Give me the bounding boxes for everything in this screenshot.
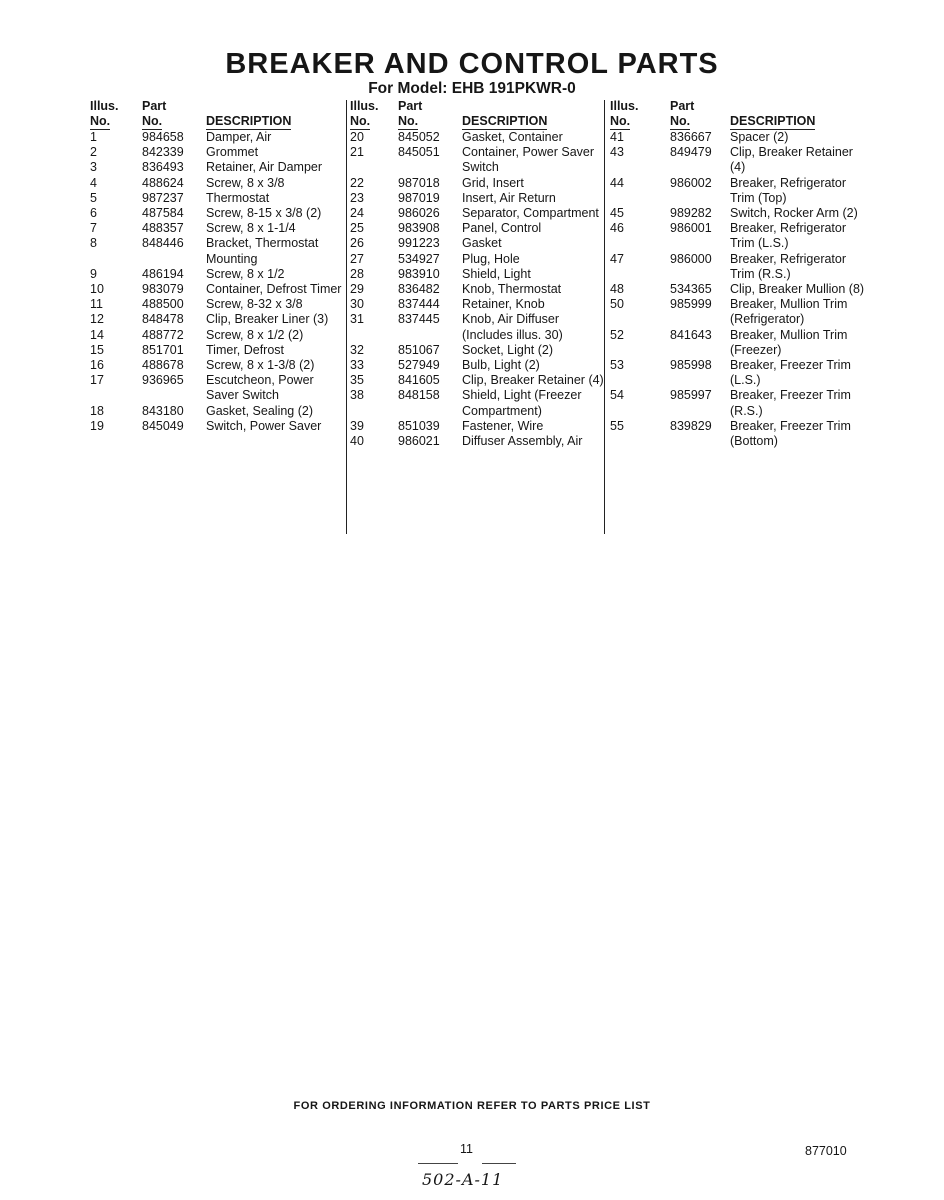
illus-number: 5 (90, 190, 97, 205)
part-description: Insert, Air Return (462, 190, 556, 205)
part-number: 487584 (142, 206, 184, 221)
table-row (350, 176, 605, 191)
part-description: Grid, Insert (462, 175, 524, 190)
table-row (610, 358, 870, 388)
part-description: Shield, Light (Freezer Compartment) (462, 388, 582, 418)
table-row (90, 176, 345, 191)
illus-number: 20 (350, 130, 364, 144)
table-row (610, 130, 870, 145)
part-description: Clip, Breaker Retainer (4) (462, 373, 604, 388)
part-number: 985997 (670, 388, 712, 403)
part-number: 987019 (398, 190, 440, 205)
illus-number: 43 (610, 145, 624, 160)
illus-number: 31 (350, 312, 364, 327)
illus-number: 54 (610, 388, 624, 403)
part-description: Screw, 8 x 1-1/4 (206, 221, 296, 236)
parts-column-2 (350, 99, 605, 449)
description-header: DESCRIPTION (462, 114, 548, 128)
table-header-row (610, 99, 870, 130)
illus-number: 24 (350, 206, 364, 221)
part-description: Retainer, Knob (462, 297, 545, 312)
table-header-row (90, 99, 345, 130)
table-row (90, 297, 345, 312)
illus-number: 32 (350, 342, 364, 357)
part-description: Screw, 8-32 x 3/8 (206, 297, 303, 312)
table-row (90, 373, 345, 403)
illus-number: 33 (350, 358, 364, 373)
part-number: 987237 (142, 190, 184, 205)
part-number: 841643 (670, 327, 712, 342)
parts-column-1 (90, 99, 345, 434)
illus-number: 15 (90, 342, 104, 357)
part-number: 851039 (398, 418, 440, 433)
illus-number: 7 (90, 221, 97, 236)
part-description: Clip, Breaker Mullion (8) (730, 282, 865, 297)
illus-number: 28 (350, 266, 364, 281)
table-row (90, 145, 345, 160)
illus-number: 18 (90, 403, 104, 418)
part-number: 986026 (398, 206, 440, 221)
part-description: Screw, 8 x 1-3/8 (2) (206, 358, 315, 373)
table-row (350, 297, 605, 312)
part-number: 986002 (670, 175, 712, 190)
part-description: Gasket (462, 236, 502, 251)
illus-number: 30 (350, 297, 364, 312)
part-description: Breaker, Freezer Trim (Bottom) (730, 418, 851, 449)
illus-header: Illus. No. (350, 99, 379, 128)
illus-number: 3 (90, 160, 97, 175)
part-description: Knob, Air Diffuser (Includes illus. 30) (462, 312, 563, 342)
part-description: Timer, Defrost (206, 342, 285, 357)
part-description: Switch, Rocker Arm (2) (730, 206, 858, 221)
part-description: Gasket, Container (462, 130, 563, 144)
illus-number: 38 (350, 388, 364, 403)
illus-number: 27 (350, 251, 364, 266)
table-row (350, 343, 605, 358)
illus-header: Illus. No. (610, 99, 639, 128)
part-number: 534365 (670, 282, 712, 297)
part-number: 843180 (142, 403, 184, 418)
parts-table-3 (610, 99, 870, 449)
part-header: Part No. (670, 99, 695, 128)
part-number: 486194 (142, 266, 184, 281)
table-row (350, 252, 605, 267)
part-number: 845049 (142, 418, 184, 433)
part-number: 983910 (398, 266, 440, 281)
part-number: 842339 (142, 145, 184, 160)
illus-number: 44 (610, 175, 624, 190)
illus-number: 52 (610, 327, 624, 342)
part-description: Screw, 8-15 x 3/8 (2) (206, 206, 322, 221)
table-row (350, 373, 605, 388)
part-number: 986001 (670, 221, 712, 236)
table-row (350, 191, 605, 206)
description-header: DESCRIPTION (730, 114, 816, 128)
part-number: 488772 (142, 327, 184, 342)
model-subtitle: For Model: EHB 191PKWR-0 (368, 80, 576, 97)
part-number: 848446 (142, 236, 184, 251)
table-row (90, 160, 345, 175)
part-description: Diffuser Assembly, Air (462, 434, 583, 449)
table-row (610, 419, 870, 449)
part-number: 851067 (398, 342, 440, 357)
illus-number: 47 (610, 251, 624, 266)
part-number: 488357 (142, 221, 184, 236)
part-description: Bracket, Thermostat Mounting (206, 236, 319, 266)
illus-number: 19 (90, 418, 104, 433)
rule-line (482, 1163, 516, 1164)
part-description: Breaker, Refrigerator Trim (L.S.) (730, 221, 847, 251)
table-row (350, 312, 605, 342)
part-description: Breaker, Refrigerator Trim (Top) (730, 175, 847, 205)
table-row (90, 404, 345, 419)
table-row (90, 267, 345, 282)
table-row (350, 267, 605, 282)
part-number: 985998 (670, 358, 712, 373)
part-number: 836493 (142, 160, 184, 175)
part-description: Switch, Power Saver (206, 418, 322, 433)
illus-number: 46 (610, 221, 624, 236)
table-row (610, 282, 870, 297)
part-description: Container, Power Saver Switch (462, 145, 595, 175)
table-row (90, 312, 345, 327)
part-description: Fastener, Wire (462, 418, 544, 433)
table-row (90, 236, 345, 266)
column-divider (346, 100, 347, 534)
part-number: 851701 (142, 342, 184, 357)
part-description: Socket, Light (2) (462, 342, 554, 357)
illus-number: 35 (350, 373, 364, 388)
illus-number: 4 (90, 175, 97, 190)
table-row (610, 145, 870, 175)
illus-number: 53 (610, 358, 624, 373)
part-number: 984658 (142, 130, 184, 144)
part-description: Clip, Breaker Liner (3) (206, 312, 329, 327)
page-number: 11 (460, 1142, 473, 1156)
part-description: Gasket, Sealing (2) (206, 403, 313, 418)
part-description: Breaker, Freezer Trim (R.S.) (730, 388, 851, 418)
illus-number: 16 (90, 358, 104, 373)
page-title: BREAKER AND CONTROL PARTS (225, 48, 719, 80)
illus-number: 41 (610, 130, 624, 144)
part-description: Thermostat (206, 190, 270, 205)
illus-number: 1 (90, 130, 97, 144)
table-row (350, 419, 605, 434)
illus-number: 12 (90, 312, 104, 327)
illus-number: 26 (350, 236, 364, 251)
illus-number: 6 (90, 206, 97, 221)
table-row (610, 388, 870, 418)
illus-number: 9 (90, 266, 97, 281)
part-description: Bulb, Light (2) (462, 358, 540, 373)
table-row (610, 328, 870, 358)
part-description: Spacer (2) (730, 130, 789, 144)
part-description: Knob, Thermostat (462, 282, 562, 297)
part-number: 983908 (398, 221, 440, 236)
part-number: 837444 (398, 297, 440, 312)
illus-number: 22 (350, 175, 364, 190)
illus-number: 29 (350, 282, 364, 297)
illus-number: 48 (610, 282, 624, 297)
part-number: 488678 (142, 358, 184, 373)
table-row (610, 221, 870, 251)
part-description: Plug, Hole (462, 251, 520, 266)
part-description: Breaker, Refrigerator Trim (R.S.) (730, 251, 847, 281)
table-row (90, 191, 345, 206)
illus-number: 11 (90, 297, 103, 312)
parts-column-3 (610, 99, 870, 449)
table-row (610, 206, 870, 221)
table-row (350, 206, 605, 221)
illus-header: Illus. No. (90, 99, 119, 128)
illus-number: 45 (610, 206, 624, 221)
part-description: Screw, 8 x 1/2 (206, 266, 285, 281)
table-row (350, 434, 605, 449)
part-description: Escutcheon, Power Saver Switch (206, 373, 314, 403)
table-row (350, 221, 605, 236)
table-row (90, 343, 345, 358)
part-number: 837445 (398, 312, 440, 327)
part-number: 986000 (670, 251, 712, 266)
part-description: Screw, 8 x 3/8 (206, 175, 285, 190)
part-number: 488500 (142, 297, 184, 312)
illus-number: 40 (350, 434, 364, 449)
part-number: 841605 (398, 373, 440, 388)
part-number: 848158 (398, 388, 440, 403)
illus-number: 25 (350, 221, 364, 236)
table-header-row (350, 99, 605, 130)
part-header: Part No. (142, 99, 167, 128)
part-number: 836667 (670, 130, 712, 144)
part-description: Breaker, Mullion Trim (Refrigerator) (730, 297, 848, 327)
part-header: Part No. (398, 99, 423, 128)
part-number: 845052 (398, 130, 440, 144)
table-row (610, 297, 870, 327)
table-row (90, 221, 345, 236)
illus-number: 2 (90, 145, 97, 160)
table-row (350, 236, 605, 251)
part-description: Retainer, Air Damper (206, 160, 323, 175)
illus-number: 55 (610, 418, 624, 433)
table-row (610, 176, 870, 206)
part-number: 985999 (670, 297, 712, 312)
table-row (90, 282, 345, 297)
handwritten-note: 502-A-11 (422, 1170, 504, 1189)
part-number: 527949 (398, 358, 440, 373)
illus-number: 39 (350, 418, 364, 433)
part-description: Breaker, Mullion Trim (Freezer) (730, 327, 848, 357)
part-description: Separator, Compartment (462, 206, 599, 221)
parts-table-2 (350, 99, 605, 449)
ordering-note: FOR ORDERING INFORMATION REFER TO PARTS PRICE LIST (293, 1100, 651, 1112)
part-number: 849479 (670, 145, 712, 160)
part-number: 488624 (142, 175, 184, 190)
part-number: 983079 (142, 282, 184, 297)
part-description: Damper, Air (206, 130, 272, 144)
part-number: 836482 (398, 282, 440, 297)
part-number: 534927 (398, 251, 440, 266)
illus-number: 10 (90, 282, 104, 297)
table-row (350, 282, 605, 297)
table-row (90, 328, 345, 343)
part-number: 989282 (670, 206, 712, 221)
part-description: Screw, 8 x 1/2 (2) (206, 327, 304, 342)
table-row (90, 358, 345, 373)
table-row (350, 130, 605, 145)
illus-number: 21 (350, 145, 364, 160)
illus-number: 17 (90, 373, 104, 388)
table-row (90, 206, 345, 221)
part-description: Panel, Control (462, 221, 542, 236)
part-description: Breaker, Freezer Trim (L.S.) (730, 358, 851, 388)
rule-line (418, 1163, 458, 1164)
description-header: DESCRIPTION (206, 114, 292, 128)
part-description: Shield, Light (462, 266, 531, 281)
table-row (350, 388, 605, 418)
part-description: Grommet (206, 145, 259, 160)
part-number: 848478 (142, 312, 184, 327)
table-row (350, 358, 605, 373)
part-description: Clip, Breaker Retainer (4) (730, 145, 853, 175)
table-row (350, 145, 605, 175)
part-number: 987018 (398, 175, 440, 190)
part-number: 845051 (398, 145, 440, 160)
part-number: 986021 (398, 434, 440, 449)
part-description: Container, Defrost Timer (206, 282, 342, 297)
part-number: 991223 (398, 236, 440, 251)
table-row (90, 130, 345, 145)
table-row (610, 252, 870, 282)
table-row (90, 419, 345, 434)
part-number: 839829 (670, 418, 712, 433)
document-number: 877010 (805, 1144, 847, 1158)
illus-number: 23 (350, 190, 364, 205)
illus-number: 14 (90, 327, 104, 342)
part-number: 936965 (142, 373, 184, 388)
illus-number: 50 (610, 297, 624, 312)
illus-number: 8 (90, 236, 97, 251)
parts-table-1 (90, 99, 345, 434)
